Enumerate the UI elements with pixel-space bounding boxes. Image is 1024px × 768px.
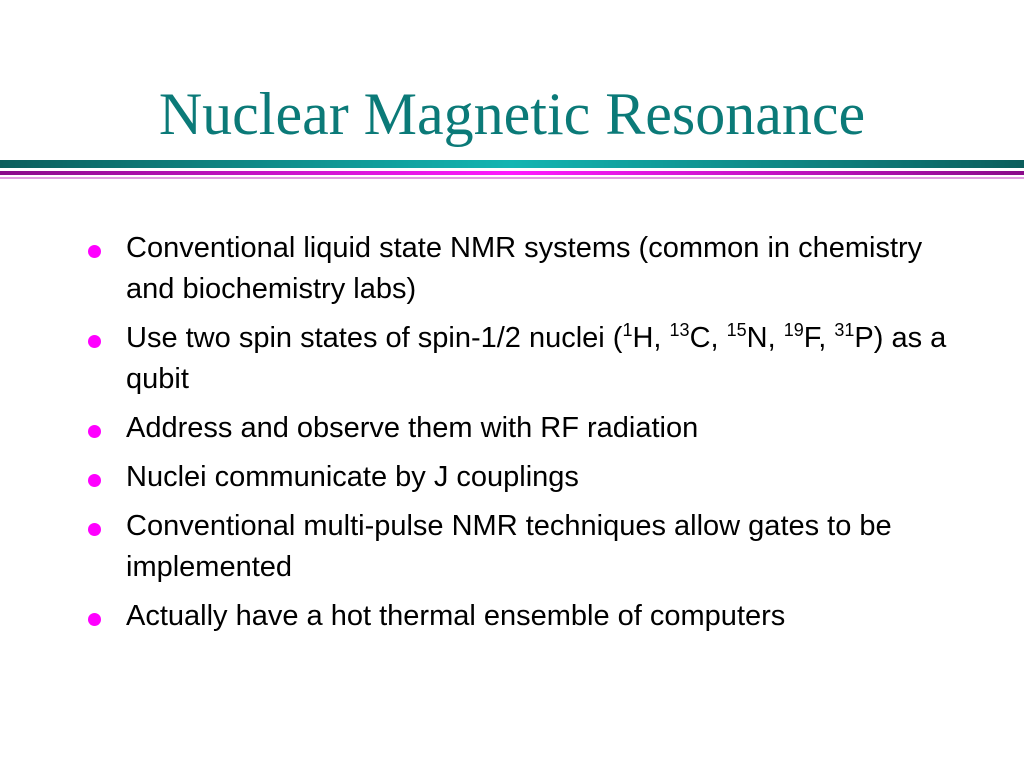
title-divider-teal [0,160,1024,168]
bullet-text-part: Use two spin states of spin-1/2 nuclei ( [126,322,623,354]
bullet-dot-icon [88,335,101,348]
bullet-text-part: C, [689,322,727,354]
title-divider-thin [0,177,1024,179]
bullet-list [86,228,966,645]
bullet-text: Address and observe them with RF radiation [126,412,699,444]
slide-title: Nuclear Magnetic Resonance [158,81,866,147]
bullet-dot-icon [88,474,101,487]
bullet-text: Conventional liquid state NMR systems (common in chemistry and biochemistry labs) [126,232,923,305]
bullet-item [86,457,966,498]
bullet-dot-icon [88,523,101,536]
isotope-mass-number: 13 [669,320,690,340]
bullet-text: Actually have a hot thermal ensemble of computers [126,600,786,632]
bullet-item [86,596,966,637]
bullet-dot-icon [88,425,101,438]
bullet-item [86,506,966,588]
bullet-item [86,408,966,449]
bullet-text: Nuclei communicate by J couplings [126,461,579,493]
isotope-mass-number: 19 [783,320,804,340]
title-divider-magenta [0,171,1024,175]
bullet-text-part: H, [632,322,670,354]
bullet-item [86,318,966,400]
isotope-mass-number: 31 [834,320,855,340]
isotope-mass-number: 15 [726,320,747,340]
bullet-dot-icon [88,613,101,626]
bullet-text: Conventional multi-pulse NMR techniques allow gates to be implemented [126,510,892,583]
isotope-mass-number: 1 [622,320,633,340]
bullet-text-part: F, [803,322,835,354]
bullet-text-part: P) as a qubit [126,322,947,395]
bullet-item [86,228,966,310]
bullet-dot-icon [88,245,101,258]
bullet-text-part: N, [746,322,784,354]
